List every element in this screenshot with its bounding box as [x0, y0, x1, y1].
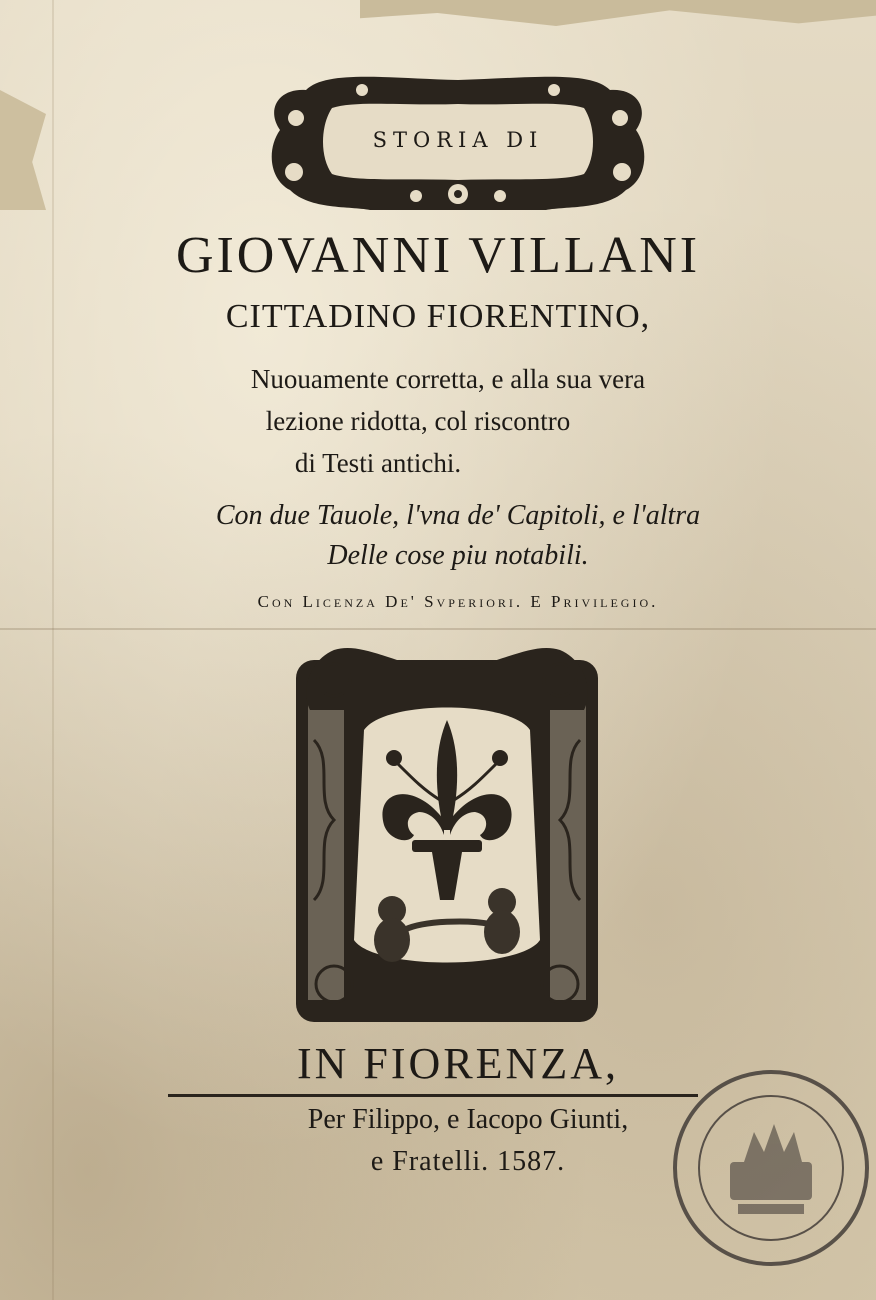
printer-line-1: Per Filippo, e Iacopo Giunti, — [307, 1104, 629, 1135]
description-line-1: Nuouamente corretta, e alla sua vera — [250, 364, 646, 394]
imprint-rule — [168, 1094, 698, 1097]
license-line: Con Licenza De' Svperiori. E Privilegio. — [257, 592, 659, 611]
tables-line-2: Delle cose piu notabili. — [327, 540, 589, 571]
florentine-lily-emblem — [294, 640, 600, 1024]
cartouche-label: STORIA DI — [372, 128, 544, 152]
description-line-2: lezione ridotta, col riscontro — [265, 406, 571, 436]
description-line-3: di Testi antichi. — [294, 448, 462, 478]
place-of-publication: IN FIORENZA, — [297, 1039, 619, 1088]
library-stamp — [668, 1062, 874, 1274]
printer-line-2: e Fratelli. 1587. — [370, 1146, 566, 1177]
paper-crease-horizontal — [0, 628, 876, 630]
title-author: GIOVANNI VILLANI — [175, 227, 701, 284]
tables-line-1: Con due Tauole, l'vna de' Capitoli, e l'altra — [215, 500, 701, 531]
torn-edge-top — [360, 0, 876, 26]
title-citizen: CITTADINO FIORENTINO, — [225, 298, 651, 335]
torn-edge-left — [0, 90, 46, 210]
